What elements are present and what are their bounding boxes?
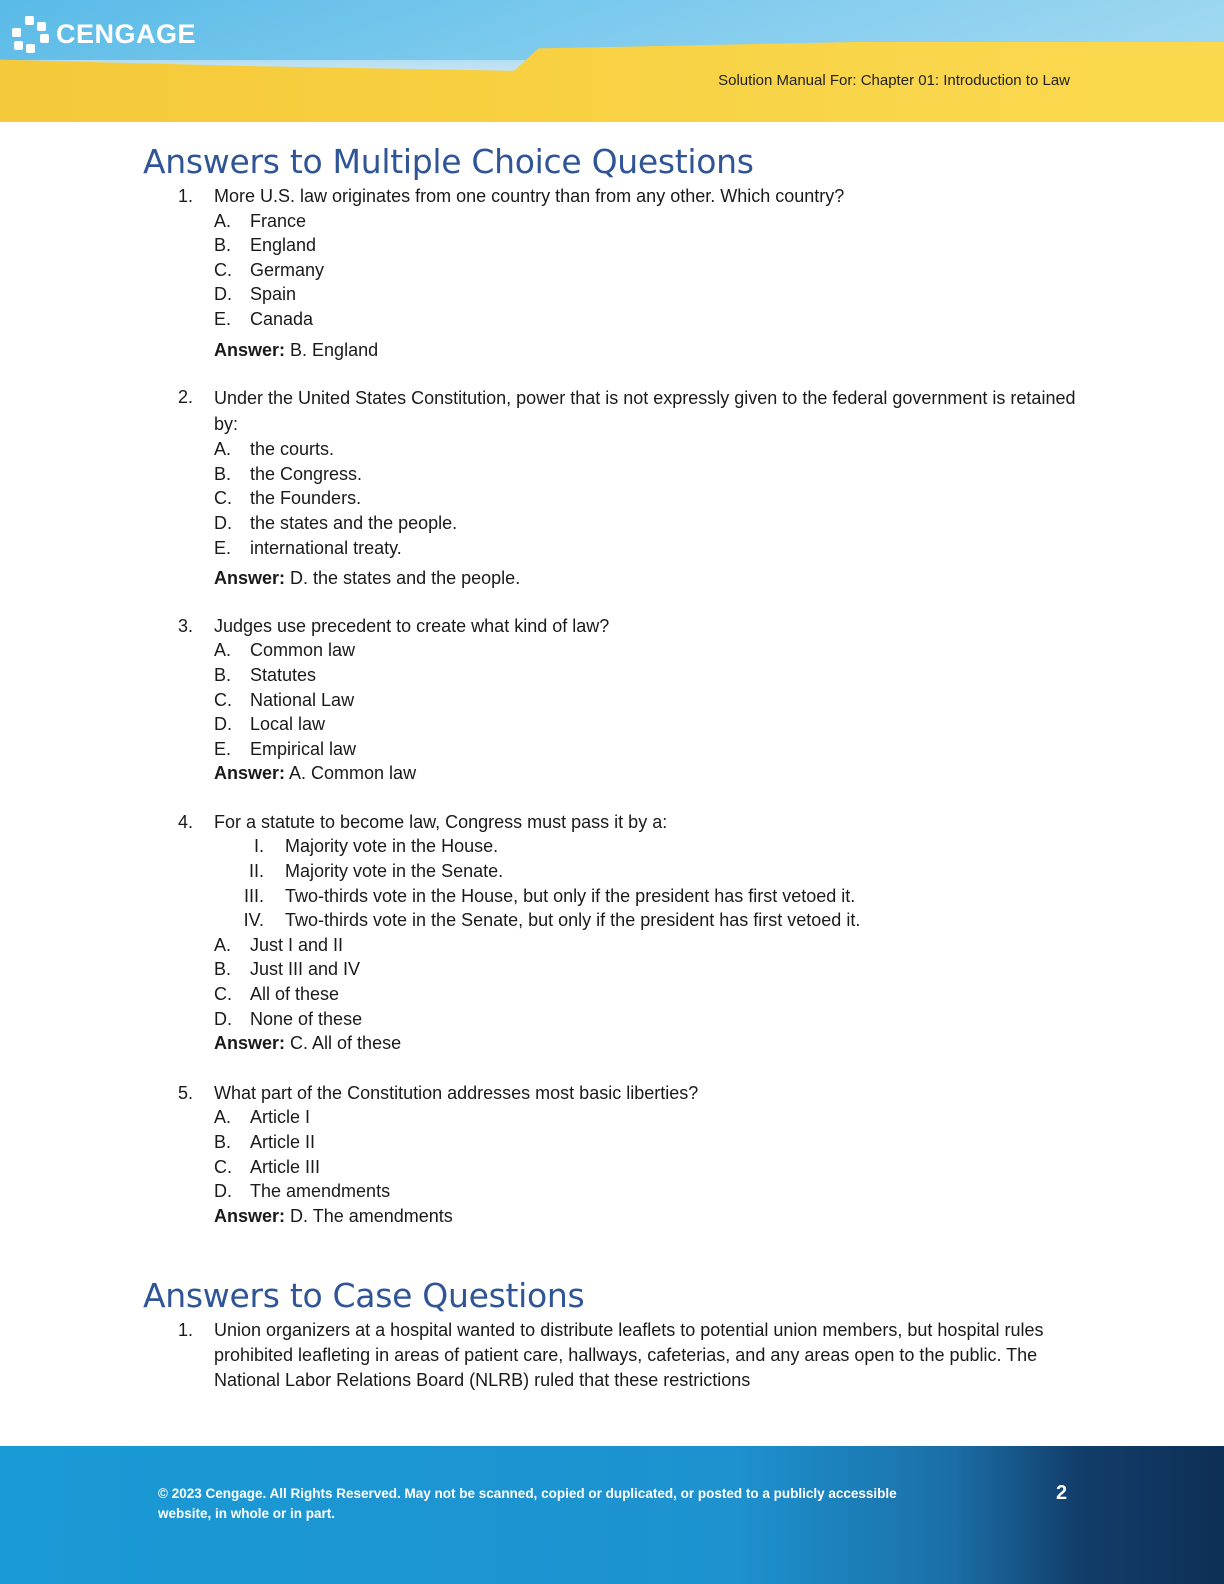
option [214, 1130, 1083, 1155]
answer-label: Answer: [214, 763, 286, 784]
option-letter: B. [214, 1132, 232, 1152]
answer-label: Answer: [214, 339, 286, 360]
option-letter: A. [214, 934, 232, 955]
roman-subitem [214, 834, 1083, 859]
question-number: 2. [178, 387, 194, 408]
option-text: Spain [250, 284, 297, 305]
question-text: Judges use precedent to create what kind of law? [214, 615, 610, 636]
answer-label: Answer: [214, 568, 286, 589]
option-text: the states and the people. [250, 512, 458, 533]
question-number: 4. [178, 811, 194, 832]
question-text: Under the United States Constitution, power that is not expressly given to the federal government is retained by: [214, 388, 1076, 435]
option [214, 688, 1083, 713]
option-text: Article I [250, 1107, 311, 1128]
option-text: Just I and II [250, 934, 344, 955]
option-text: Local law [250, 714, 326, 735]
document-body [143, 140, 1083, 1392]
option-letter: A. [214, 1107, 232, 1128]
question-number: 5. [178, 1082, 194, 1103]
option-letter: B. [214, 959, 232, 980]
subitem-number: I. [253, 836, 264, 857]
option-letter: D. [214, 284, 232, 305]
option [214, 282, 1083, 307]
answer-line [214, 338, 1083, 363]
option-letter: D. [214, 1181, 232, 1202]
answer-label: Answer: [214, 1205, 286, 1226]
option [214, 307, 1083, 332]
question-2 [143, 385, 1083, 591]
option-text: The amendments [250, 1181, 391, 1202]
subitem-text: Two-thirds vote in the House, but only if the president has first vetoed it. [285, 885, 856, 906]
option-text: England [250, 235, 317, 256]
option-text: All of these [250, 984, 340, 1005]
answer-line [214, 1204, 1083, 1229]
option [214, 663, 1083, 688]
option-text: Germany [250, 259, 325, 280]
option-text: Common law [250, 640, 356, 661]
answer-line [214, 1031, 1083, 1056]
option-letter: A. [214, 210, 232, 231]
option [214, 982, 1083, 1007]
option-letter: A. [214, 439, 232, 460]
option-letter: E. [214, 308, 232, 329]
mc-section-heading: Answers to Multiple Choice Questions [143, 142, 754, 181]
option-letter: B. [214, 664, 232, 685]
option-text: Statutes [250, 664, 317, 685]
option-letter: D. [214, 512, 232, 533]
option [214, 511, 1083, 536]
option [214, 536, 1083, 561]
option-letter: A. [214, 640, 232, 661]
option [214, 737, 1083, 762]
subitem-number: IV. [243, 910, 264, 931]
option-text: the courts. [250, 439, 335, 460]
option-letter: E. [214, 738, 232, 759]
answer-text: A. Common law [289, 763, 417, 784]
answer-text: B. England [290, 339, 379, 360]
question-3 [143, 614, 1083, 786]
answer-text: D. The amendments [290, 1205, 453, 1226]
option-letter: C. [214, 984, 232, 1005]
question-4 [143, 810, 1083, 1056]
roman-subitem [214, 908, 1083, 933]
question-1 [143, 184, 1083, 362]
option [214, 1155, 1083, 1180]
question-text: What part of the Constitution addresses most basic liberties? [214, 1082, 699, 1103]
option [214, 486, 1083, 511]
cengage-logo-icon [10, 14, 50, 54]
option [214, 258, 1083, 283]
option-letter: D. [214, 714, 232, 735]
option [214, 957, 1083, 982]
option-text: the Founders. [250, 488, 362, 509]
page-header [0, 0, 1224, 122]
option-letter: E. [214, 537, 232, 558]
copyright-notice: © 2023 Cengage. All Rights Reserved. May not be scanned, copied or duplicated, or posted to a publicly accessible website, in whole or in part. [158, 1486, 897, 1521]
option [214, 437, 1083, 462]
question-text: Union organizers at a hospital wanted to distribute leaflets to potential union members, but hospital rules prohibited leafleting in areas of patient care, hallways, cafeterias, and any areas open to the public. The National Labor Relations Board (NLRB) ruled that these restrictions [214, 1320, 1044, 1390]
option [214, 1007, 1083, 1032]
option-letter: C. [214, 689, 232, 710]
page-number: 2 [1056, 1482, 1068, 1504]
option-letter: B. [214, 235, 232, 256]
option-letter: C. [214, 1156, 232, 1177]
option-text: the Congress. [250, 463, 363, 484]
answer-text: D. the states and the people. [290, 568, 521, 589]
case-section-heading: Answers to Case Questions [143, 1276, 585, 1316]
option-text: Empirical law [250, 738, 357, 759]
cengage-logo [10, 14, 196, 54]
option-text: international treaty. [250, 537, 402, 558]
option-text: Article III [250, 1156, 321, 1177]
option-text: Canada [250, 308, 314, 329]
option-text: National Law [250, 689, 355, 710]
option [214, 1105, 1083, 1130]
option [214, 933, 1083, 958]
question-number: 1. [178, 186, 194, 206]
answer-text: C. All of these [290, 1033, 402, 1054]
subitem-text: Majority vote in the House. [285, 836, 499, 857]
question-text: For a statute to become law, Congress must pass it by a: [214, 811, 668, 832]
option-letter: C. [214, 259, 232, 280]
roman-subitem [214, 884, 1083, 909]
case-question-1 [143, 1318, 1083, 1392]
subitem-number: III. [243, 885, 264, 906]
question-number: 3. [178, 615, 194, 636]
option-letter: C. [214, 488, 232, 509]
question-5 [143, 1081, 1083, 1229]
subitem-text: Two-thirds vote in the Senate, but only if the president has first vetoed it. [285, 910, 861, 931]
page-footer [0, 1446, 1224, 1584]
question-number: 1. [178, 1320, 194, 1341]
option [214, 209, 1083, 234]
subitem-text: Majority vote in the Senate. [285, 861, 504, 882]
option-letter: B. [214, 463, 232, 484]
option-text: Article II [250, 1132, 316, 1152]
option [214, 462, 1083, 487]
answer-line [214, 566, 1083, 591]
answer-label: Answer: [214, 1033, 286, 1054]
roman-subitem [214, 859, 1083, 884]
subitem-number: II. [248, 861, 264, 882]
answer-line [214, 761, 1083, 786]
option [214, 233, 1083, 258]
option [214, 1179, 1083, 1204]
question-text: More U.S. law originates from one country than from any other. Which country? [214, 186, 845, 206]
option-letter: D. [214, 1008, 232, 1029]
option-text: France [250, 210, 307, 231]
logo-text: CENGAGE [56, 18, 197, 49]
option-text: Just III and IV [250, 959, 361, 980]
option [214, 712, 1083, 737]
option-text: None of these [250, 1008, 363, 1029]
header-title: Solution Manual For: Chapter 01: Introduction to Law [718, 72, 1070, 89]
option [214, 638, 1083, 663]
